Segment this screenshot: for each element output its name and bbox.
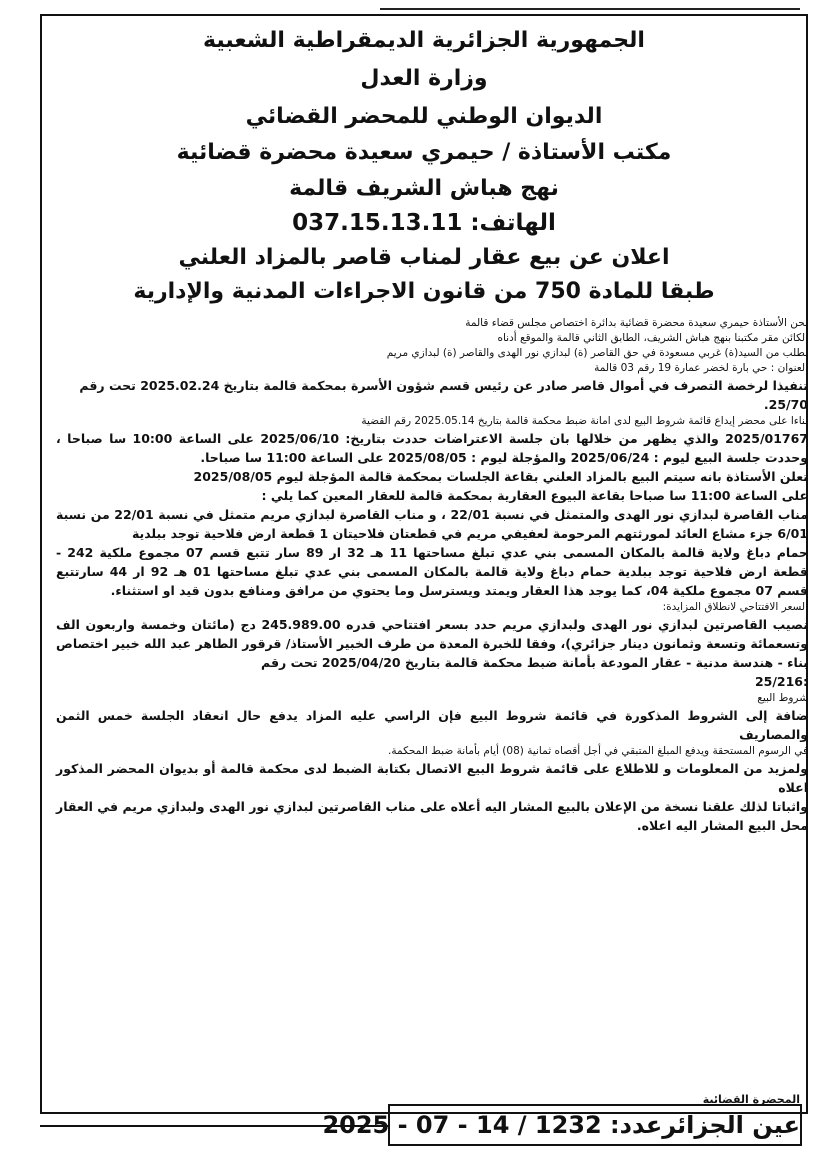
publication-reference: عين الجزائرعدد: 1232 / 14 - 07 - 2025 [388, 1104, 802, 1146]
body-paragraph-intro: نحن الأستاذة حيمري سعيدة محضرة قضائية بدائرة اختصاص مجلس قضاء قالمة [465, 317, 808, 329]
office-address: نهج هباش الشريف قالمة [289, 176, 559, 201]
body-paragraph-request: بطلب من السيد(ة) غربي مسعودة في حق القاصر (ة) لبدازي نور الهدى والقاصر (ة) لبدازي مريم [386, 347, 808, 359]
body-paragraph-price-number: :25/216 [754, 674, 808, 689]
body-paragraph-price-heading: السعر الافتتاحي لانطلاق المزايدة: [662, 601, 808, 613]
body-paragraph-address: العنوان : حي بارة لخضر عمارة 19 رقم 03 قالمة [594, 362, 808, 374]
body-paragraph-office: الكائن مقر مكتبنا بنهج هباش الشريف، الطابق الثاني قالمة والموقع أدناه [497, 332, 808, 344]
body-paragraph-share: مناب القاصرة لبدازي نور الهدى والمتمثل في نسبة 22/01 ، و مناب القاصرة لبدازي مريم متمثل في نسبة 22/01 من نسبة 6/01 جزء مشاع العائد لمورثتهم المرحومة لعفيفي مريم في قطعتان فلاحيتان 1 قطعة ارض فلاحية توجد ببلدية [56, 507, 808, 541]
body-paragraph-sale-time: على الساعة 11:00 سا صباحا بقاعة البيوع العقارية بمحكمة قالمة للعقار المعين كما يلي : [261, 488, 808, 503]
body-paragraph-info: ولمزيد من المعلومات و للاطلاع على قائمة شروط البيع الاتصال بكتابة الضبط لدى محكمة قالمة أو بديوان المحضر المذكور اعلاه [56, 761, 808, 795]
body-paragraph-license: تنفيذا لرخصة التصرف في أموال قاصر صادر عن رئيس قسم شؤون الأسرة بمحكمة قالمة بتاريخ 2025.02.24 تحت رقم [79, 378, 808, 393]
office-national-title: الديوان الوطني للمحضر القضائي [245, 104, 603, 129]
announcement-body [56, 316, 808, 835]
header [40, 20, 808, 303]
republic-title: الجمهورية الجزائرية الديمقراطية الشعبية [203, 28, 645, 53]
signature-label: المحضرة القضائية [702, 1093, 800, 1106]
body-paragraph-property: حمام دباغ ولاية قالمة بالمكان المسمى بني عدي تبلغ مساحتها 11 هـ 32 ار 89 سار تتبع قسم 07 مجموع ملكية 242 - قطعة ارض فلاحية توجد ببلدية حمام دباغ ولاية قالمة بالمكان المسمى بني عدي تبلغ مساحتها 01 هـ 92 ار 44 سارتتبع قسم 07 مجموع ملكية 04، كما يوجد هذا العقار ويمتد ويسترسل وما يحتوي من مرافق ومنافع بدون قيد او استثناء. [56, 545, 808, 598]
body-paragraph-conditions-heading: شروط البيع [757, 692, 808, 704]
body-paragraph-conditions: ضافة إلى الشروط المذكورة في قائمة شروط البيع فإن الراسي عليه المزاد يدفع حال انعقاد الجلسة خمس الثمن والمصاريف [56, 708, 808, 742]
body-paragraph-license-number: 25/70. [763, 397, 808, 412]
announcement-title: اعلان عن بيع عقار لمناب قاصر بالمزاد العلني [178, 245, 670, 270]
body-paragraph-deposit: بناءا على محضر إيداع قائمة شروط البيع لدى امانة ضبط محكمة قالمة بتاريخ 2025.05.14 رقم القضية [361, 415, 808, 427]
office-phone: الهاتف: 037.15.13.11 [292, 210, 556, 236]
body-paragraph-fees: في الرسوم المستحقة ويدفع المبلغ المتبقي في أجل أقصاه ثمانية (08) أيام بأمانة ضبط المحكمة. [388, 745, 808, 757]
body-paragraph-sale-date: تعلن الأستاذة بانه سيتم البيع بالمزاد العلني بقاعة الجلسات بمحكمة قالمة المؤجلة ليوم 2025/08/05 [193, 469, 808, 484]
ministry-title: وزارة العدل [360, 66, 488, 91]
body-paragraph-posting: واثباتا لذلك علقنا نسخة من الإعلان بالبيع المشار اليه أعلاه على مناب القاصرتين لبدازي نور الهدى ولبدازي مريم في العقار محل البيع المشار اليه اعلاه. [56, 799, 808, 833]
top-strip [380, 0, 800, 10]
bailiff-office-title: مكتب الأستاذة / حيمري سعيدة محضرة قضائية [176, 140, 672, 165]
body-paragraph-price: نصيب القاصرتين لبدازي نور الهدى ولبدازي مريم حدد بسعر افتتاحي قدره 245.989.00 دج (مائتان وخمسة واربعون الف وتسعمائة وتسعة وثمانون دينار جزائري)، وفقا للخبرة المعدة من طرف الخبير الأستاذ/ قرقور الطاهر عبد الله خبير اختصاص بناء - هندسة مدنية - عقار المودعة بأمانة ضبط محكمة قالمة بتاريخ 2025/04/20 تحت رقم [56, 617, 808, 670]
legal-basis: طبقا للمادة 750 من قانون الاجراءات المدنية والإدارية [133, 279, 715, 304]
body-paragraph-sessions: 2025/01767 والذي يظهر من خلالها بان جلسة الاعتراضات حددت بتاريخ: 2025/06/10 على الساعة 10:00 سا صباحا ، وحددت جلسة البيع ليوم : 2025/06/24 والمؤجلة ليوم : 2025/08/05 على الساعة 11:00 سا صباحا. [56, 431, 808, 465]
